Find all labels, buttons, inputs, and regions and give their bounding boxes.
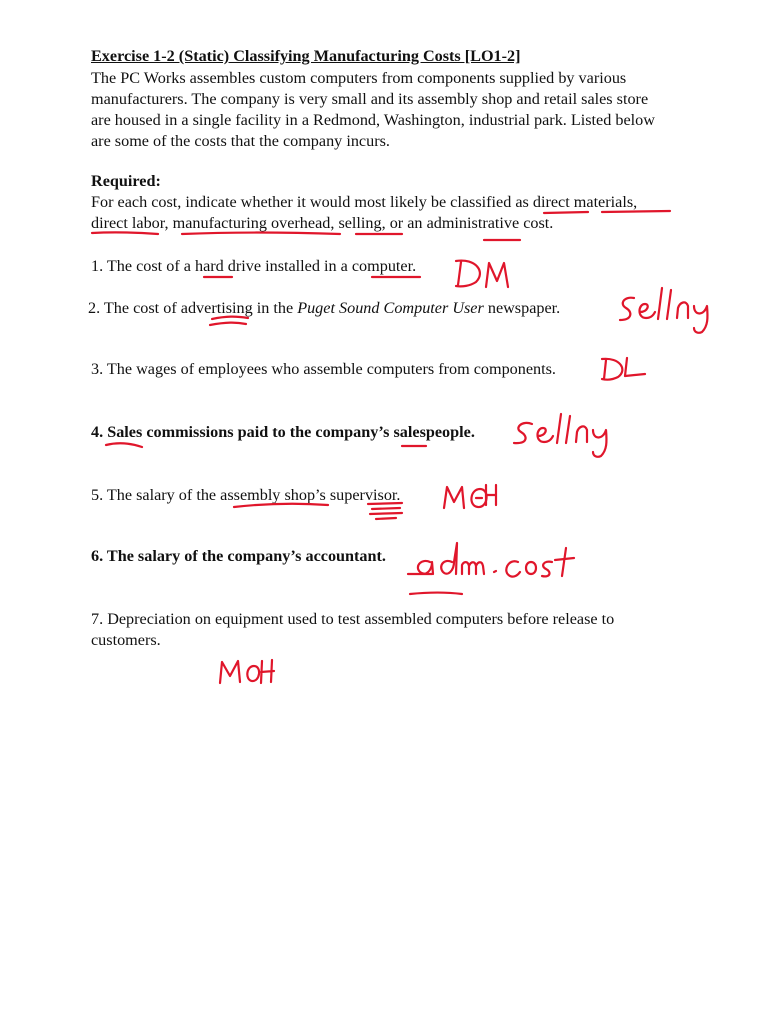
intro-line: are housed in a single facility in a Redmond, Washington, industrial park. Listed below [91, 111, 655, 129]
intro-line: are some of the costs that the company incurs. [91, 132, 390, 150]
required-heading: Required: [91, 172, 161, 190]
newspaper-name: Puget Sound Computer User [297, 299, 484, 317]
cost-item-4: 4. Sales commissions paid to the company’s salespeople. [91, 423, 475, 441]
cost-item-1: 1. The cost of a hard drive installed in a computer. [91, 257, 417, 275]
cost-item-5: 5. The salary of the assembly shop’s supervisor. [91, 486, 401, 504]
cost-item-3: 3. The wages of employees who assemble computers from components. [91, 360, 556, 378]
answer-3-handwriting [602, 358, 645, 380]
underline-mark [410, 593, 462, 595]
cost-item-2-post: newspaper. [483, 299, 561, 317]
cost-item-6: 6. The salary of the company’s accountant. [91, 547, 386, 565]
cost-item-2-pre: 2. The cost of advertising in the [88, 299, 298, 317]
intro-line: manufacturers. The company is very small and its assembly shop and retail sales store [91, 90, 649, 108]
underline-mark [106, 443, 142, 447]
answer-7-handwriting [220, 660, 274, 683]
intro-line: The PC Works assembles custom computers from components supplied by various [91, 69, 627, 87]
required-line: direct labor, manufacturing overhead, selling, or an administrative cost. [91, 214, 554, 232]
required-line: For each cost, indicate whether it would most likely be classified as direct materials, [91, 193, 638, 211]
cost-item-7-line-2: customers. [91, 631, 161, 649]
answer-6-handwriting [408, 543, 574, 594]
answer-4-handwriting [514, 414, 606, 457]
cost-item-2 [88, 298, 560, 319]
answer-1-handwriting [456, 261, 508, 287]
underline-mark [210, 323, 246, 325]
cost-item-7-line-1: 7. Depreciation on equipment used to test assembled computers before release to [91, 610, 615, 628]
answer-2-handwriting [620, 288, 707, 333]
answer-5-handwriting [444, 485, 496, 508]
exercise-title: Exercise 1-2 (Static) Classifying Manufacturing Costs [LO1-2] [91, 47, 521, 65]
